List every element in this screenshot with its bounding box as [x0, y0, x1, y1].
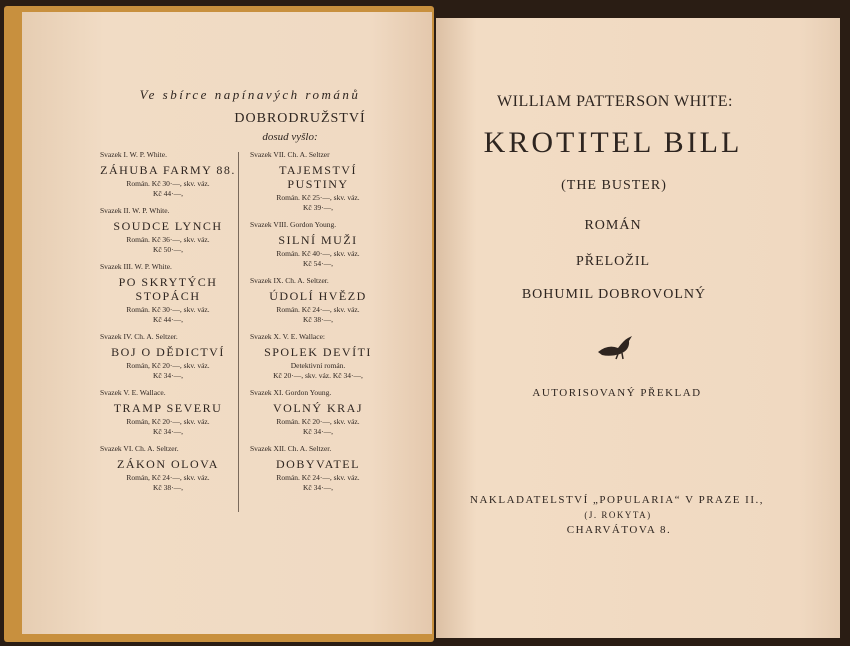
original-title: (THE BUSTER) [561, 178, 667, 193]
entry-price: Román. Kč 40·—, skv. váz. [276, 249, 360, 258]
entry-price: Román, Kč 24·—, skv. váz. [126, 473, 210, 482]
authorized-translation: AUTORISOVANÝ PŘEKLAD [532, 387, 702, 399]
entry-title: SPOLEK DEVÍTI [264, 345, 372, 359]
genre: ROMÁN [584, 218, 642, 233]
entry-heading: Svazek XII. Ch. A. Seltzer. [250, 444, 332, 453]
entry-heading: Svazek IV. Ch. A. Seltzer. [100, 332, 178, 341]
entry-heading: Svazek V. E. Wallace. [100, 388, 166, 397]
translated-by: PŘELOŽIL [575, 254, 651, 269]
entry-price2: Kč 34·—, [153, 371, 183, 380]
entry-title: DOBYVATEL [276, 457, 360, 471]
author: WILLIAM PATTERSON WHITE: [497, 93, 733, 110]
entry-price: Román, Kč 20·—, skv. váz. [126, 417, 210, 426]
book-title: KROTITEL BILL [483, 126, 743, 159]
entry-title: SILNÍ MUŽI [278, 233, 358, 247]
entry-title: VOLNÝ KRAJ [273, 401, 363, 415]
entry-price2: Kč 50·—, [153, 245, 183, 254]
entry-price2: Kč 39·—, [303, 203, 333, 212]
entry-price: Román. Kč 24·—, skv. váz. [276, 305, 360, 314]
entry-title: ÚDOLÍ HVĚZD [269, 289, 367, 303]
catalog-entry [100, 150, 236, 199]
entry-price: Román. Kč 30·—, skv. váz. [126, 179, 210, 188]
catalog-entry [250, 388, 386, 437]
column-divider [238, 152, 239, 512]
entry-price: Román. Kč 30·—, skv. váz. [126, 305, 210, 314]
published-so-far: dosud vyšlo: [262, 131, 318, 143]
address: CHARVÁTOVA 8. [566, 524, 672, 536]
entry-price: Román. Kč 25·—, skv. váz. [276, 193, 360, 202]
entry-price: Román. Kč 36·—, skv. váz. [126, 235, 210, 244]
publisher: NAKLADATELSTVÍ „POPULARIA“ V PRAZE II., [470, 494, 764, 506]
entry-heading: Svazek I. W. P. White. [100, 150, 167, 159]
catalog-entry [100, 206, 236, 255]
entry-title: TAJEMSTVÍ PUSTINY [279, 163, 357, 191]
entry-title: BOJ O DĚDICTVÍ [111, 345, 225, 359]
entry-price2: Kč 34·—, [153, 427, 183, 436]
entry-price2: Kč 20·—, skv. váz. Kč 34·—, [273, 371, 363, 380]
entry-title: TRAMP SEVERU [113, 401, 223, 415]
catalog-entry [100, 388, 236, 437]
catalog-column-right [250, 150, 386, 493]
publisher-owner: (J. ROKYTA) [584, 510, 652, 520]
entry-title: PO SKRYTÝCH STOPÁCH [118, 275, 218, 303]
entry-price: Román. Kč 24·—, skv. váz. [276, 473, 360, 482]
entry-heading: Svazek IX. Ch. A. Seltzer. [250, 276, 329, 285]
entry-price2: Kč 38·—, [153, 483, 183, 492]
catalog-entry [250, 276, 386, 325]
entry-price: Detektivní román. [290, 361, 346, 370]
entry-heading: Svazek VI. Ch. A. Seltzer. [100, 444, 179, 453]
entry-price2: Kč 44·—, [153, 315, 183, 324]
entry-heading: Svazek VII. Ch. A. Seltzer [250, 150, 330, 159]
entry-heading: Svazek VIII. Gordon Young. [250, 220, 337, 229]
entry-heading: Svazek X. V. E. Wallace: [250, 332, 326, 341]
entry-heading: Svazek III. W. P. White. [100, 262, 172, 271]
catalog-column-left [100, 150, 236, 493]
entry-heading: Svazek II. W. P. White. [100, 206, 170, 215]
catalog-entry [250, 220, 386, 269]
bird-emblem-icon [596, 330, 636, 360]
catalog-entry [250, 332, 386, 381]
catalog-entry [100, 262, 236, 325]
entry-title: ZÁKON OLOVA [117, 457, 219, 471]
entry-price2: Kč 44·—, [153, 189, 183, 198]
entry-price2: Kč 38·—, [303, 315, 333, 324]
entry-price: Román. Kč 20·—, skv. váz. [276, 417, 360, 426]
entry-price2: Kč 34·—, [303, 427, 333, 436]
entry-title: ZÁHUBA FARMY 88. [100, 163, 236, 177]
entry-title: SOUDCE LYNCH [113, 219, 223, 233]
series-name: DOBRODRUŽSTVÍ [234, 111, 366, 126]
catalog-entry [100, 332, 236, 381]
catalog-entry [100, 444, 236, 493]
entry-price2: Kč 34·—, [303, 483, 333, 492]
entry-heading: Svazek XI. Gordon Young. [250, 388, 332, 397]
catalog-entry [250, 150, 386, 213]
translator: BOHUMIL DOBROVOLNÝ [521, 287, 707, 302]
catalog-entry [250, 444, 386, 493]
series-line: Ve sbírce napínavých románů [139, 87, 361, 102]
entry-price2: Kč 54·—, [303, 259, 333, 268]
entry-price: Román, Kč 20·—, skv. váz. [126, 361, 210, 370]
